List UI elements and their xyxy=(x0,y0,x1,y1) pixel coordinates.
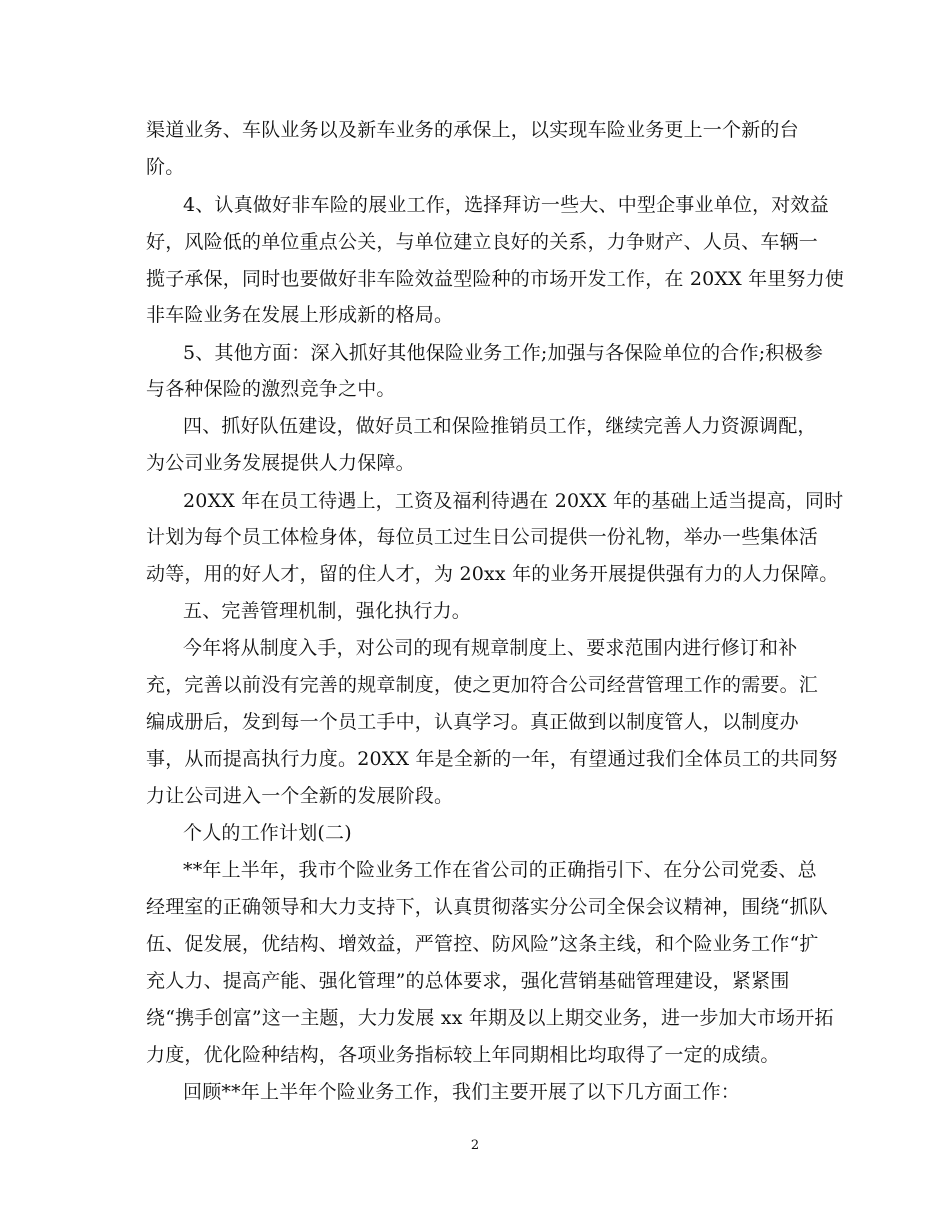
text-line: 绕“携手创富”这一主题，大力发展 xx 年期及以上期交业务，进一步加大市场开拓 xyxy=(146,1007,834,1029)
text-line: 非车险业务在发展上形成新的格局。 xyxy=(146,304,454,326)
text-line: 20XX 年在员工待遇上，工资及福利待遇在 20XX 年的基础上适当提高，同时 xyxy=(183,490,844,512)
text-line: 充，完善以前没有完善的规章制度，使之更加符合公司经营管理工作的需要。汇 xyxy=(146,674,819,696)
text-line: 今年将从制度入手，对公司的现有规章制度上、要求范围内进行修订和补 xyxy=(183,637,798,659)
page-number: 2 xyxy=(470,1138,480,1153)
text-line: 动等，用的好人才，留的住人才，为 20xx 年的业务开展提供强有力的人力保障。 xyxy=(146,563,839,585)
text-line: 充人力、提高产能、强化管理”的总体要求，强化营销基础管理建设，紧紧围 xyxy=(146,970,790,992)
text-line: 事，从而提高执行力度。20XX 年是全新的一年，有望通过我们全体员工的共同努 xyxy=(146,748,838,770)
text-line: 计划为每个员工体检身体，每位员工过生日公司提供一份礼物，举办一些集体活 xyxy=(146,526,819,548)
text-line: 经理室的正确领导和大力支持下，认真贯彻落实分公司全保会议精神，围绕“抓队 xyxy=(146,896,828,918)
text-line: 与各种保险的激烈竞争之中。 xyxy=(146,378,396,400)
text-line: 编成册后，发到每一个员工手中，认真学习。真正做到以制度管人，以制度办 xyxy=(146,711,799,733)
text-line: 回顾**年上半年个险业务工作，我们主要开展了以下几方面工作： xyxy=(183,1081,741,1103)
text-line: 力让公司进入一个全新的发展阶段。 xyxy=(146,785,454,807)
text-line: 4、认真做好非车险的展业工作，选择拜访一些大、中型企事业单位，对效益 xyxy=(183,194,829,216)
section-heading: 个人的工作计划(二) xyxy=(183,822,352,844)
text-line: 五、完善管理机制，强化执行力。 xyxy=(183,600,472,622)
text-line: 为公司业务发展提供人力保障。 xyxy=(146,452,415,474)
text-line: 好，风险低的单位重点公关，与单位建立良好的关系，力争财产、人员、车辆一 xyxy=(146,231,819,253)
text-line: 渠道业务、车队业务以及新车业务的承保上，以实现车险业务更上一个新的台 xyxy=(146,119,799,141)
text-line: 四、抓好队伍建设，做好员工和保险推销员工作，继续完善人力资源调配， xyxy=(183,415,817,437)
text-line: 伍、促发展，优结构、增效益，严管控、防风险”这条主线，和个险业务工作“扩 xyxy=(146,933,819,955)
text-line: 阶。 xyxy=(146,156,185,178)
text-line: 揽子承保，同时也要做好非车险效益型险种的市场开发工作，在 20XX 年里努力使 xyxy=(146,268,845,290)
text-line: 5、其他方面：深入抓好其他保险业务工作;加强与各保险单位的合作;积极参 xyxy=(183,342,823,364)
text-line: **年上半年，我市个险业务工作在省公司的正确指引下、在分公司党委、总 xyxy=(183,859,817,881)
text-line: 力度，优化险种结构，各项业务指标较上年同期相比均取得了一定的成绩。 xyxy=(146,1044,780,1066)
